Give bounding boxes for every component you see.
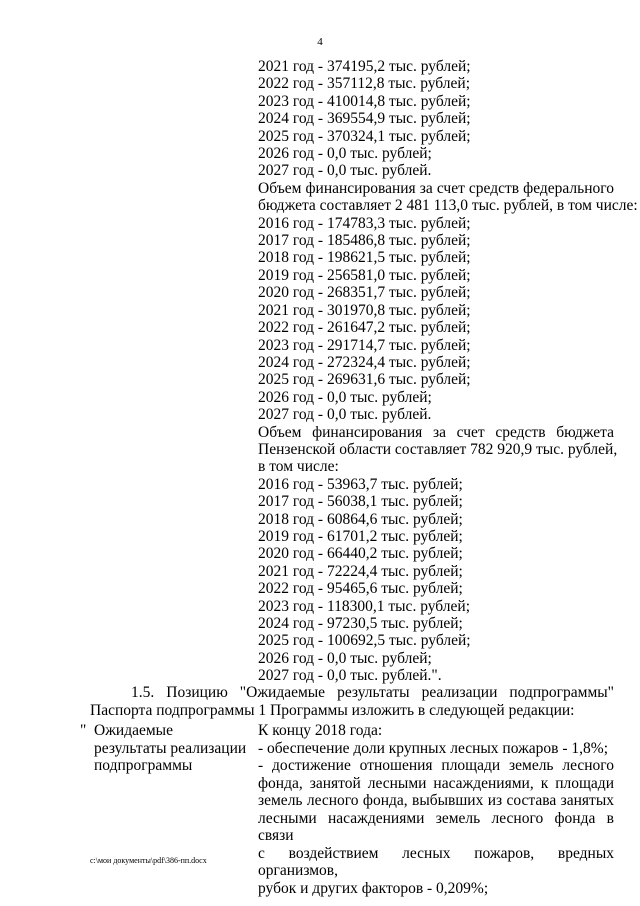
regional-year-line: 2019 год - 61701,2 тыс. рублей; <box>258 527 463 545</box>
regional-year-line: 2020 год - 66440,2 тыс. рублей; <box>258 545 463 563</box>
table-right-cell <box>258 722 614 897</box>
federal-year-line: 2022 год - 261647,2 тыс. рублей; <box>258 319 471 337</box>
federal-year-line: 2025 год - 269631,6 тыс. рублей; <box>258 371 471 389</box>
table-right-line: рубок и других факторов - 0,209%; <box>258 879 489 897</box>
table-right-line: земель лесного фонда, выбывших из состава занятых <box>258 792 614 810</box>
table-right-line: лесными насаждениями земель лесного фонда в связи <box>258 809 614 845</box>
federal-year-line: 2027 год - 0,0 тыс. рублей. <box>258 406 432 424</box>
regional-year-line: 2018 год - 60864,6 тыс. рублей; <box>258 510 463 528</box>
funding-year-line: 2026 год - 0,0 тыс. рублей; <box>258 145 432 163</box>
regional-year-line: 2023 год - 118300,1 тыс. рублей; <box>258 597 470 615</box>
federal-year-line: 2019 год - 256581,0 тыс. рублей; <box>258 266 471 284</box>
federal-year-line: 2023 год - 291714,7 тыс. рублей; <box>258 336 471 354</box>
page-number: 4 <box>317 36 323 48</box>
table-right-line: фонда, занятой лесными насаждениями, к площади <box>258 774 614 792</box>
federal-year-line: 2018 год - 198621,5 тыс. рублей; <box>258 249 471 267</box>
funding-years-continued <box>258 58 638 685</box>
regional-year-line: 2024 год - 97230,5 тыс. рублей; <box>258 615 463 632</box>
regional-year-line: 2026 год - 0,0 тыс. рублей; <box>258 649 432 667</box>
regional-funding-heading-line: Пензенской области составляет 782 920,9 тыс. рублей, <box>258 440 618 458</box>
federal-year-line: 2026 год - 0,0 тыс. рублей; <box>258 388 432 406</box>
regional-funding-heading-line: Объем финансирования за счет средств бюджета <box>258 423 614 441</box>
federal-funding-heading-line: бюджета составляет 2 481 113,0 тыс. рублей, в том числе: <box>258 197 638 215</box>
regional-funding-heading-line: в том числе: <box>258 458 339 476</box>
federal-year-line: 2024 год - 272324,4 тыс. рублей; <box>258 353 471 371</box>
funding-year-line: 2022 год - 357112,8 тыс. рублей; <box>258 75 470 93</box>
table-left-line: подпрограммы <box>94 757 193 775</box>
table-right-line: с воздействием лесных пожаров, вредных организмов, <box>258 844 614 880</box>
regional-year-line: 2025 год - 100692,5 тыс. рублей; <box>258 632 471 650</box>
table-left-line: Ожидаемые <box>94 722 173 739</box>
federal-funding-heading-line: Объем финансирования за счет средств федерального <box>258 179 614 197</box>
item-1-5-line: 1.5. Позицию "Ожидаемые результаты реализации подпрограммы" <box>131 684 614 701</box>
opening-quote-mark: " <box>80 722 87 739</box>
item-1-5-paragraph <box>90 684 614 720</box>
funding-year-line: 2027 год - 0,0 тыс. рублей. <box>258 162 432 180</box>
federal-year-line: 2016 год - 174783,3 тыс. рублей; <box>258 214 471 232</box>
footer-file-path: c:\мои документы\pdf\386-пп.docx <box>90 856 207 865</box>
regional-year-line: 2027 год - 0,0 тыс. рублей.". <box>258 667 442 685</box>
item-1-5-line: Паспорта подпрограммы 1 Программы изложить в следующей редакции: <box>90 702 575 719</box>
table-right-line: - обеспечение доли крупных лесных пожаров - 1,8%; <box>258 739 608 757</box>
regional-year-line: 2016 год - 53963,7 тыс. рублей; <box>258 475 463 493</box>
funding-year-line: 2023 год - 410014,8 тыс. рублей; <box>258 92 471 110</box>
funding-year-line: 2024 год - 369554,9 тыс. рублей; <box>258 110 471 128</box>
table-right-line: - достижение отношения площади земель лесного <box>258 757 614 775</box>
funding-year-line: 2021 год - 374195,2 тыс. рублей; <box>258 58 471 75</box>
federal-year-line: 2020 год - 268351,7 тыс. рублей; <box>258 284 471 302</box>
federal-year-line: 2021 год - 301970,8 тыс. рублей; <box>258 301 471 319</box>
regional-year-line: 2022 год - 95465,6 тыс. рублей; <box>258 580 463 598</box>
regional-year-line: 2017 год - 56038,1 тыс. рублей; <box>258 493 463 511</box>
table-left-line: результаты реализации <box>94 739 247 757</box>
funding-year-line: 2025 год - 370324,1 тыс. рублей; <box>258 127 471 145</box>
table-left-cell <box>94 722 252 775</box>
regional-year-line: 2021 год - 72224,4 тыс. рублей; <box>258 562 463 580</box>
federal-year-line: 2017 год - 185486,8 тыс. рублей; <box>258 232 471 250</box>
table-right-line: К концу 2018 года: <box>258 722 383 739</box>
